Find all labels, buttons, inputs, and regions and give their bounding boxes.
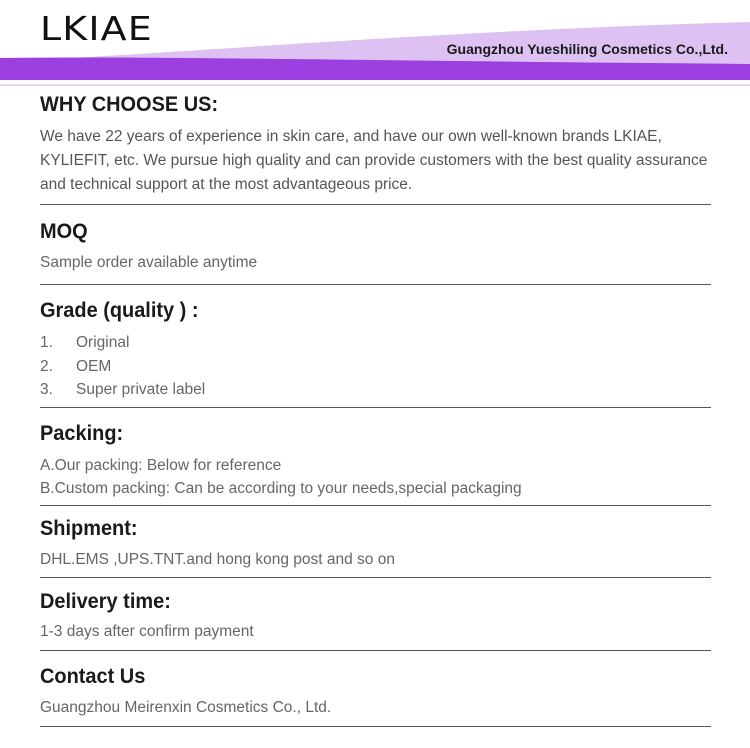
list-item: 3. Super private label bbox=[40, 381, 206, 398]
section-title: Packing: bbox=[40, 422, 124, 445]
section-packing bbox=[40, 408, 711, 506]
section-title: WHY CHOOSE US: bbox=[40, 93, 219, 116]
section-title: Delivery time: bbox=[40, 590, 171, 613]
section-moq bbox=[40, 205, 711, 285]
list-item: 2. OEM bbox=[40, 357, 112, 375]
page-header bbox=[0, 0, 750, 92]
section-title: Shipment: bbox=[40, 517, 138, 540]
section-text: 1-3 days after confirm payment bbox=[40, 623, 254, 640]
section-text: We have 22 years of experience in skin care, and have our own well-known brands LKIAE, KYLIEFIT, etc. We pursue high quality and can provide customers with the best quality assurance and technical support at the most advantageous price. bbox=[40, 128, 708, 193]
grade-list bbox=[40, 331, 711, 402]
section-text-line-1: A.Our packing: Below for reference bbox=[40, 457, 282, 474]
brand-logo: LKIAE bbox=[40, 9, 153, 48]
section-title: MOQ bbox=[40, 220, 88, 243]
section-text-line-2: B.Custom packing: Can be according to your needs,special packaging bbox=[40, 480, 522, 497]
company-name: Guangzhou Yueshiling Cosmetics Co.,Ltd. bbox=[446, 41, 728, 57]
section-grade bbox=[40, 285, 711, 408]
section-contact-us bbox=[40, 651, 711, 727]
section-delivery-time bbox=[40, 578, 711, 651]
section-text: Sample order available anytime bbox=[40, 254, 258, 271]
section-shipment bbox=[40, 506, 711, 578]
section-why-choose-us bbox=[40, 92, 711, 205]
section-title: Grade (quality ) : bbox=[40, 299, 199, 322]
section-text: Guangzhou Meirenxin Cosmetics Co., Ltd. bbox=[40, 699, 332, 716]
list-item: 1. Original bbox=[40, 334, 130, 351]
section-text: DHL.EMS ,UPS.TNT.and hong kong post and so on bbox=[40, 551, 395, 568]
section-title: Contact Us bbox=[40, 665, 146, 688]
